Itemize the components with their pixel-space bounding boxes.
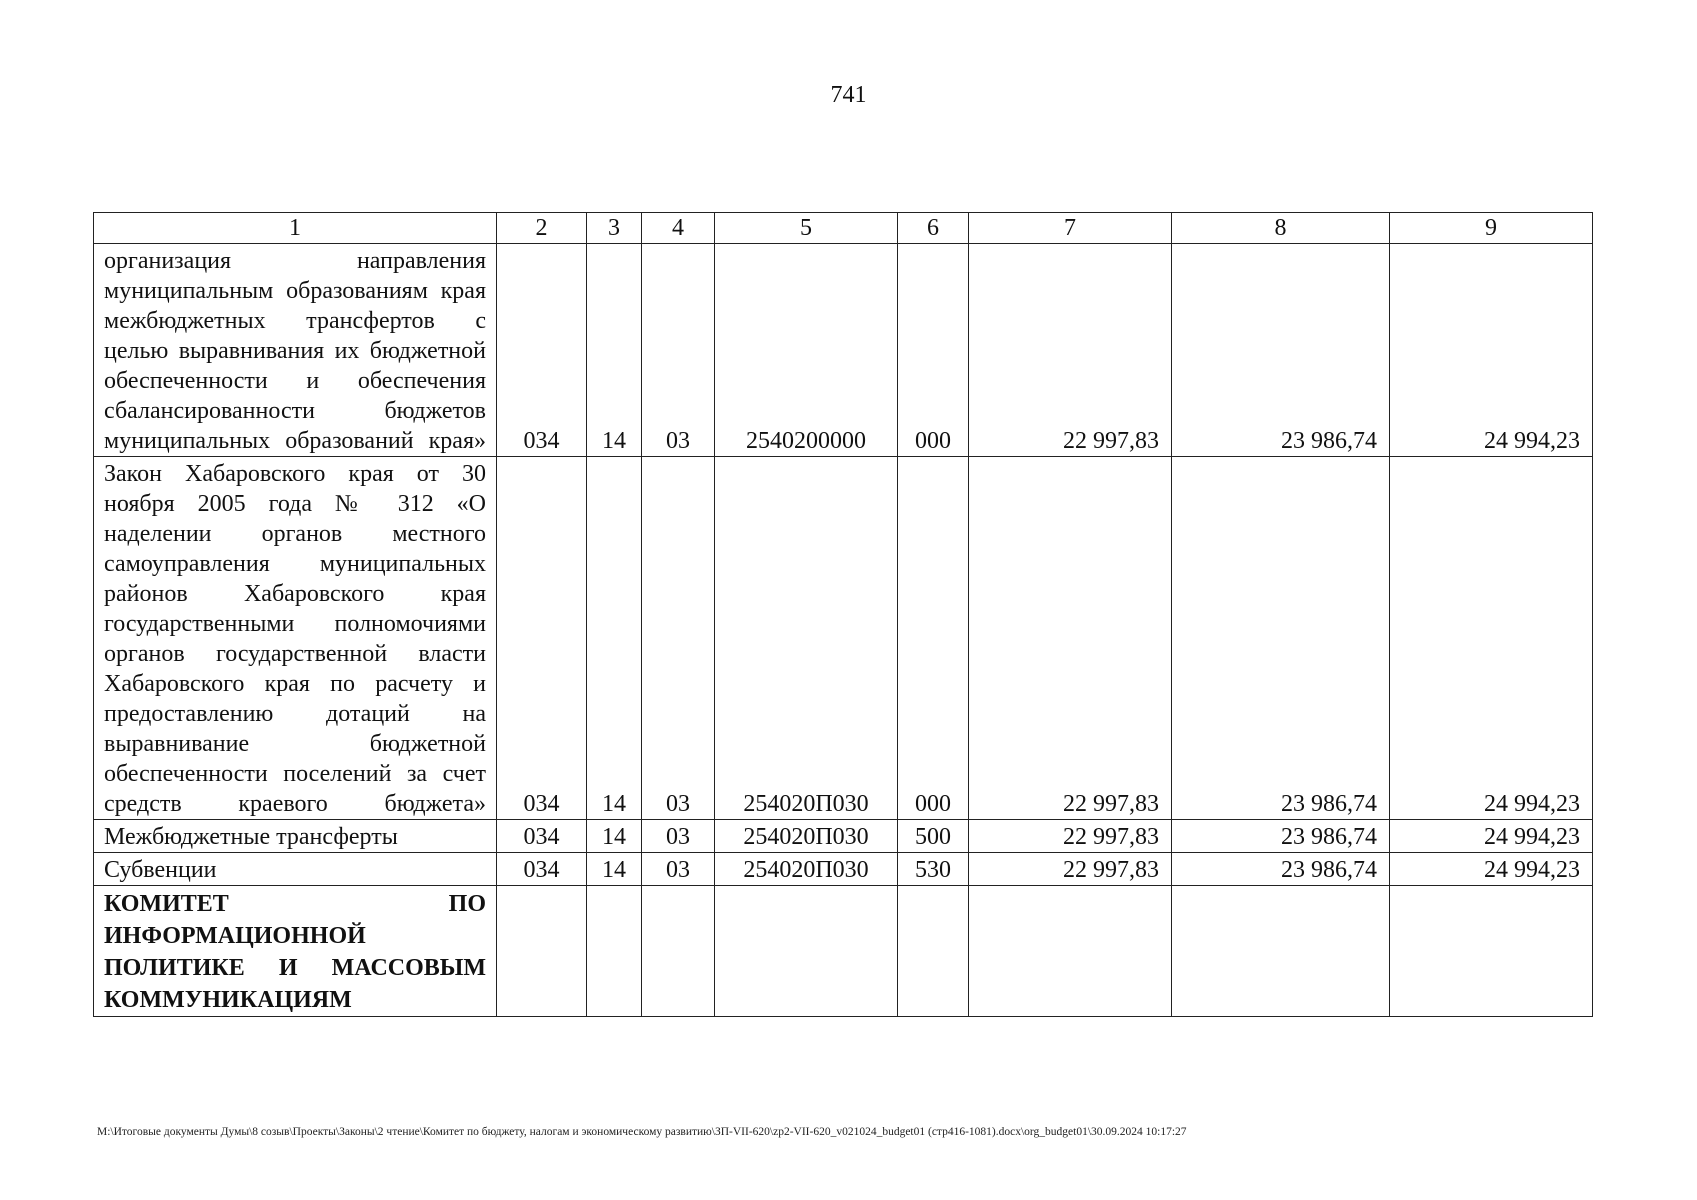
- cell-section: 14: [587, 457, 642, 820]
- cell-subsection: 03: [642, 244, 715, 457]
- cell-admin-code: 034: [497, 853, 587, 886]
- header-col-9: 9: [1390, 213, 1593, 244]
- table-header-row: [94, 213, 1593, 244]
- row-name-committee: КОМИТЕТ ПО ИНФОРМАЦИОННОЙ ПОЛИТИКЕ И МАССОВЫМ КОММУНИКАЦИЯМ: [94, 886, 497, 1017]
- cell-amount-year-3: 24 994,23: [1390, 244, 1593, 457]
- header-col-8: 8: [1172, 213, 1390, 244]
- cell-section: 14: [587, 820, 642, 853]
- cell-section: 14: [587, 853, 642, 886]
- row-name: Субвенции: [94, 853, 497, 886]
- cell-admin-code: 034: [497, 820, 587, 853]
- cell-expense-type: 000: [898, 244, 969, 457]
- cell-admin-code: 034: [497, 244, 587, 457]
- row-name: организация направления муниципальным образованиям края межбюджетных трансфертов с целью выравнивания их бюджетной обеспеченности и обеспечения сбалансированности бюджетов муниципальных образований края»: [94, 244, 497, 457]
- cell-empty: [898, 886, 969, 1017]
- cell-empty: [642, 886, 715, 1017]
- header-col-6: 6: [898, 213, 969, 244]
- cell-empty: [969, 886, 1172, 1017]
- cell-subsection: 03: [642, 820, 715, 853]
- cell-target-article: 254020П030: [715, 457, 898, 820]
- cell-amount-year-2: 23 986,74: [1172, 853, 1390, 886]
- cell-subsection: 03: [642, 457, 715, 820]
- cell-section: 14: [587, 244, 642, 457]
- row-name: Закон Хабаровского края от 30 ноября 2005 года № 312 «О наделении органов местного самоуправления муниципальных районов Хабаровского края государственными полномочиями органов государственной власти Хабаровского края по расчету и предоставлению дотаций на выравнивание бюджетной обеспеченности поселений за счет средств краевого бюджета»: [94, 457, 497, 820]
- cell-empty: [1390, 886, 1593, 1017]
- cell-amount-year-1: 22 997,83: [969, 820, 1172, 853]
- cell-expense-type: 530: [898, 853, 969, 886]
- cell-amount-year-3: 24 994,23: [1390, 820, 1593, 853]
- cell-empty: [715, 886, 898, 1017]
- table-row: [94, 886, 1593, 1017]
- cell-target-article: 2540200000: [715, 244, 898, 457]
- header-col-5: 5: [715, 213, 898, 244]
- cell-amount-year-2: 23 986,74: [1172, 820, 1390, 853]
- page-number: 741: [830, 82, 867, 108]
- cell-empty: [587, 886, 642, 1017]
- cell-amount-year-2: 23 986,74: [1172, 244, 1390, 457]
- cell-amount-year-3: 24 994,23: [1390, 457, 1593, 820]
- cell-expense-type: 000: [898, 457, 969, 820]
- budget-table: [93, 212, 1593, 1017]
- table-row: [94, 820, 1593, 853]
- cell-admin-code: 034: [497, 457, 587, 820]
- cell-target-article: 254020П030: [715, 853, 898, 886]
- cell-amount-year-3: 24 994,23: [1390, 853, 1593, 886]
- table-row: [94, 853, 1593, 886]
- cell-subsection: 03: [642, 853, 715, 886]
- header-col-2: 2: [497, 213, 587, 244]
- table-row: [94, 244, 1593, 457]
- header-col-3: 3: [587, 213, 642, 244]
- cell-empty: [1172, 886, 1390, 1017]
- footer-file-path: M:\Итоговые документы Думы\8 созыв\Проекты\Законы\2 чтение\Комитет по бюджету, налогам и экономическому развитию\ЗП-VII-620\zp2-VII-620_v021024_budget01 (стр416-1081).docx\org_budget01\30.09.2024 10:17:27: [97, 1126, 1187, 1138]
- cell-amount-year-1: 22 997,83: [969, 853, 1172, 886]
- header-col-1: 1: [94, 213, 497, 244]
- table-row: [94, 457, 1593, 820]
- cell-amount-year-1: 22 997,83: [969, 457, 1172, 820]
- cell-target-article: 254020П030: [715, 820, 898, 853]
- header-col-7: 7: [969, 213, 1172, 244]
- cell-empty: [497, 886, 587, 1017]
- row-name: Межбюджетные трансферты: [94, 820, 497, 853]
- cell-amount-year-2: 23 986,74: [1172, 457, 1390, 820]
- cell-expense-type: 500: [898, 820, 969, 853]
- header-col-4: 4: [642, 213, 715, 244]
- cell-amount-year-1: 22 997,83: [969, 244, 1172, 457]
